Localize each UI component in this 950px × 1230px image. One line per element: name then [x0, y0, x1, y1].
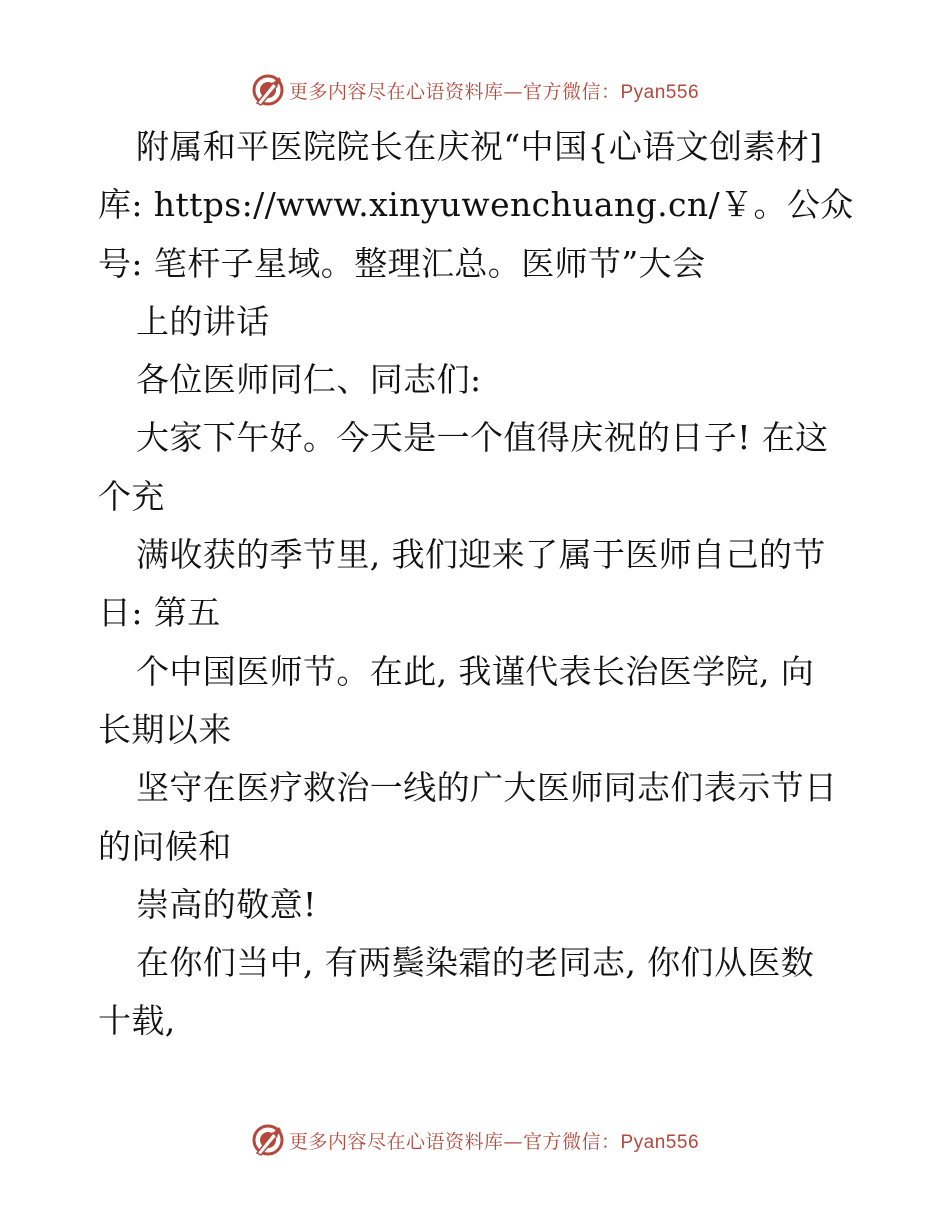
- text-line: 长期以来: [98, 709, 232, 749]
- footer-banner: [0, 1120, 950, 1160]
- footer-wechat-id: Pyan556: [620, 1131, 700, 1153]
- document-body: [98, 118, 898, 1051]
- text-line: 号: 笔杆子星域。整理汇总。医师节”大会: [98, 243, 706, 283]
- text-line: 大家下午好。今天是一个值得庆祝的日子! 在这: [136, 418, 829, 458]
- text-line: 库: https://www.xinyuwenchuang.cn/￥。公众: [98, 185, 854, 225]
- text-line: 个中国医师节。在此, 我谨代表长治医学院, 向: [136, 651, 815, 691]
- header-banner: [0, 70, 950, 110]
- text-line: 个充: [98, 476, 165, 516]
- text-line: 在你们当中, 有两鬓染霜的老同志, 你们从医数: [136, 943, 815, 983]
- text-line: 各位医师同仁、同志们:: [136, 360, 482, 400]
- text-line: 上的讲话: [136, 301, 270, 341]
- text-line: 满收获的季节里, 我们迎来了属于医师自己的节: [136, 535, 826, 575]
- text-line: 附属和平医院院长在庆祝“中国{心语文创素材]: [136, 127, 823, 166]
- text-line: 十载,: [98, 1001, 176, 1041]
- text-line: 的问候和: [98, 826, 232, 866]
- header-text: 更多内容尽在心语资料库—官方微信：Pyan556: [288, 80, 700, 103]
- text-line: 日: 第五: [98, 593, 221, 633]
- text-line: 坚守在医疗救治一线的广大医师同志们表示节日: [136, 768, 838, 808]
- footer-text: 更多内容尽在心语资料库—官方微信：Pyan556: [288, 1130, 700, 1153]
- pen-circle-logo-icon: [251, 1123, 285, 1157]
- pen-circle-logo-icon: [251, 73, 285, 107]
- text-line: 崇高的敬意!: [136, 884, 317, 924]
- header-wechat-id: Pyan556: [620, 81, 700, 103]
